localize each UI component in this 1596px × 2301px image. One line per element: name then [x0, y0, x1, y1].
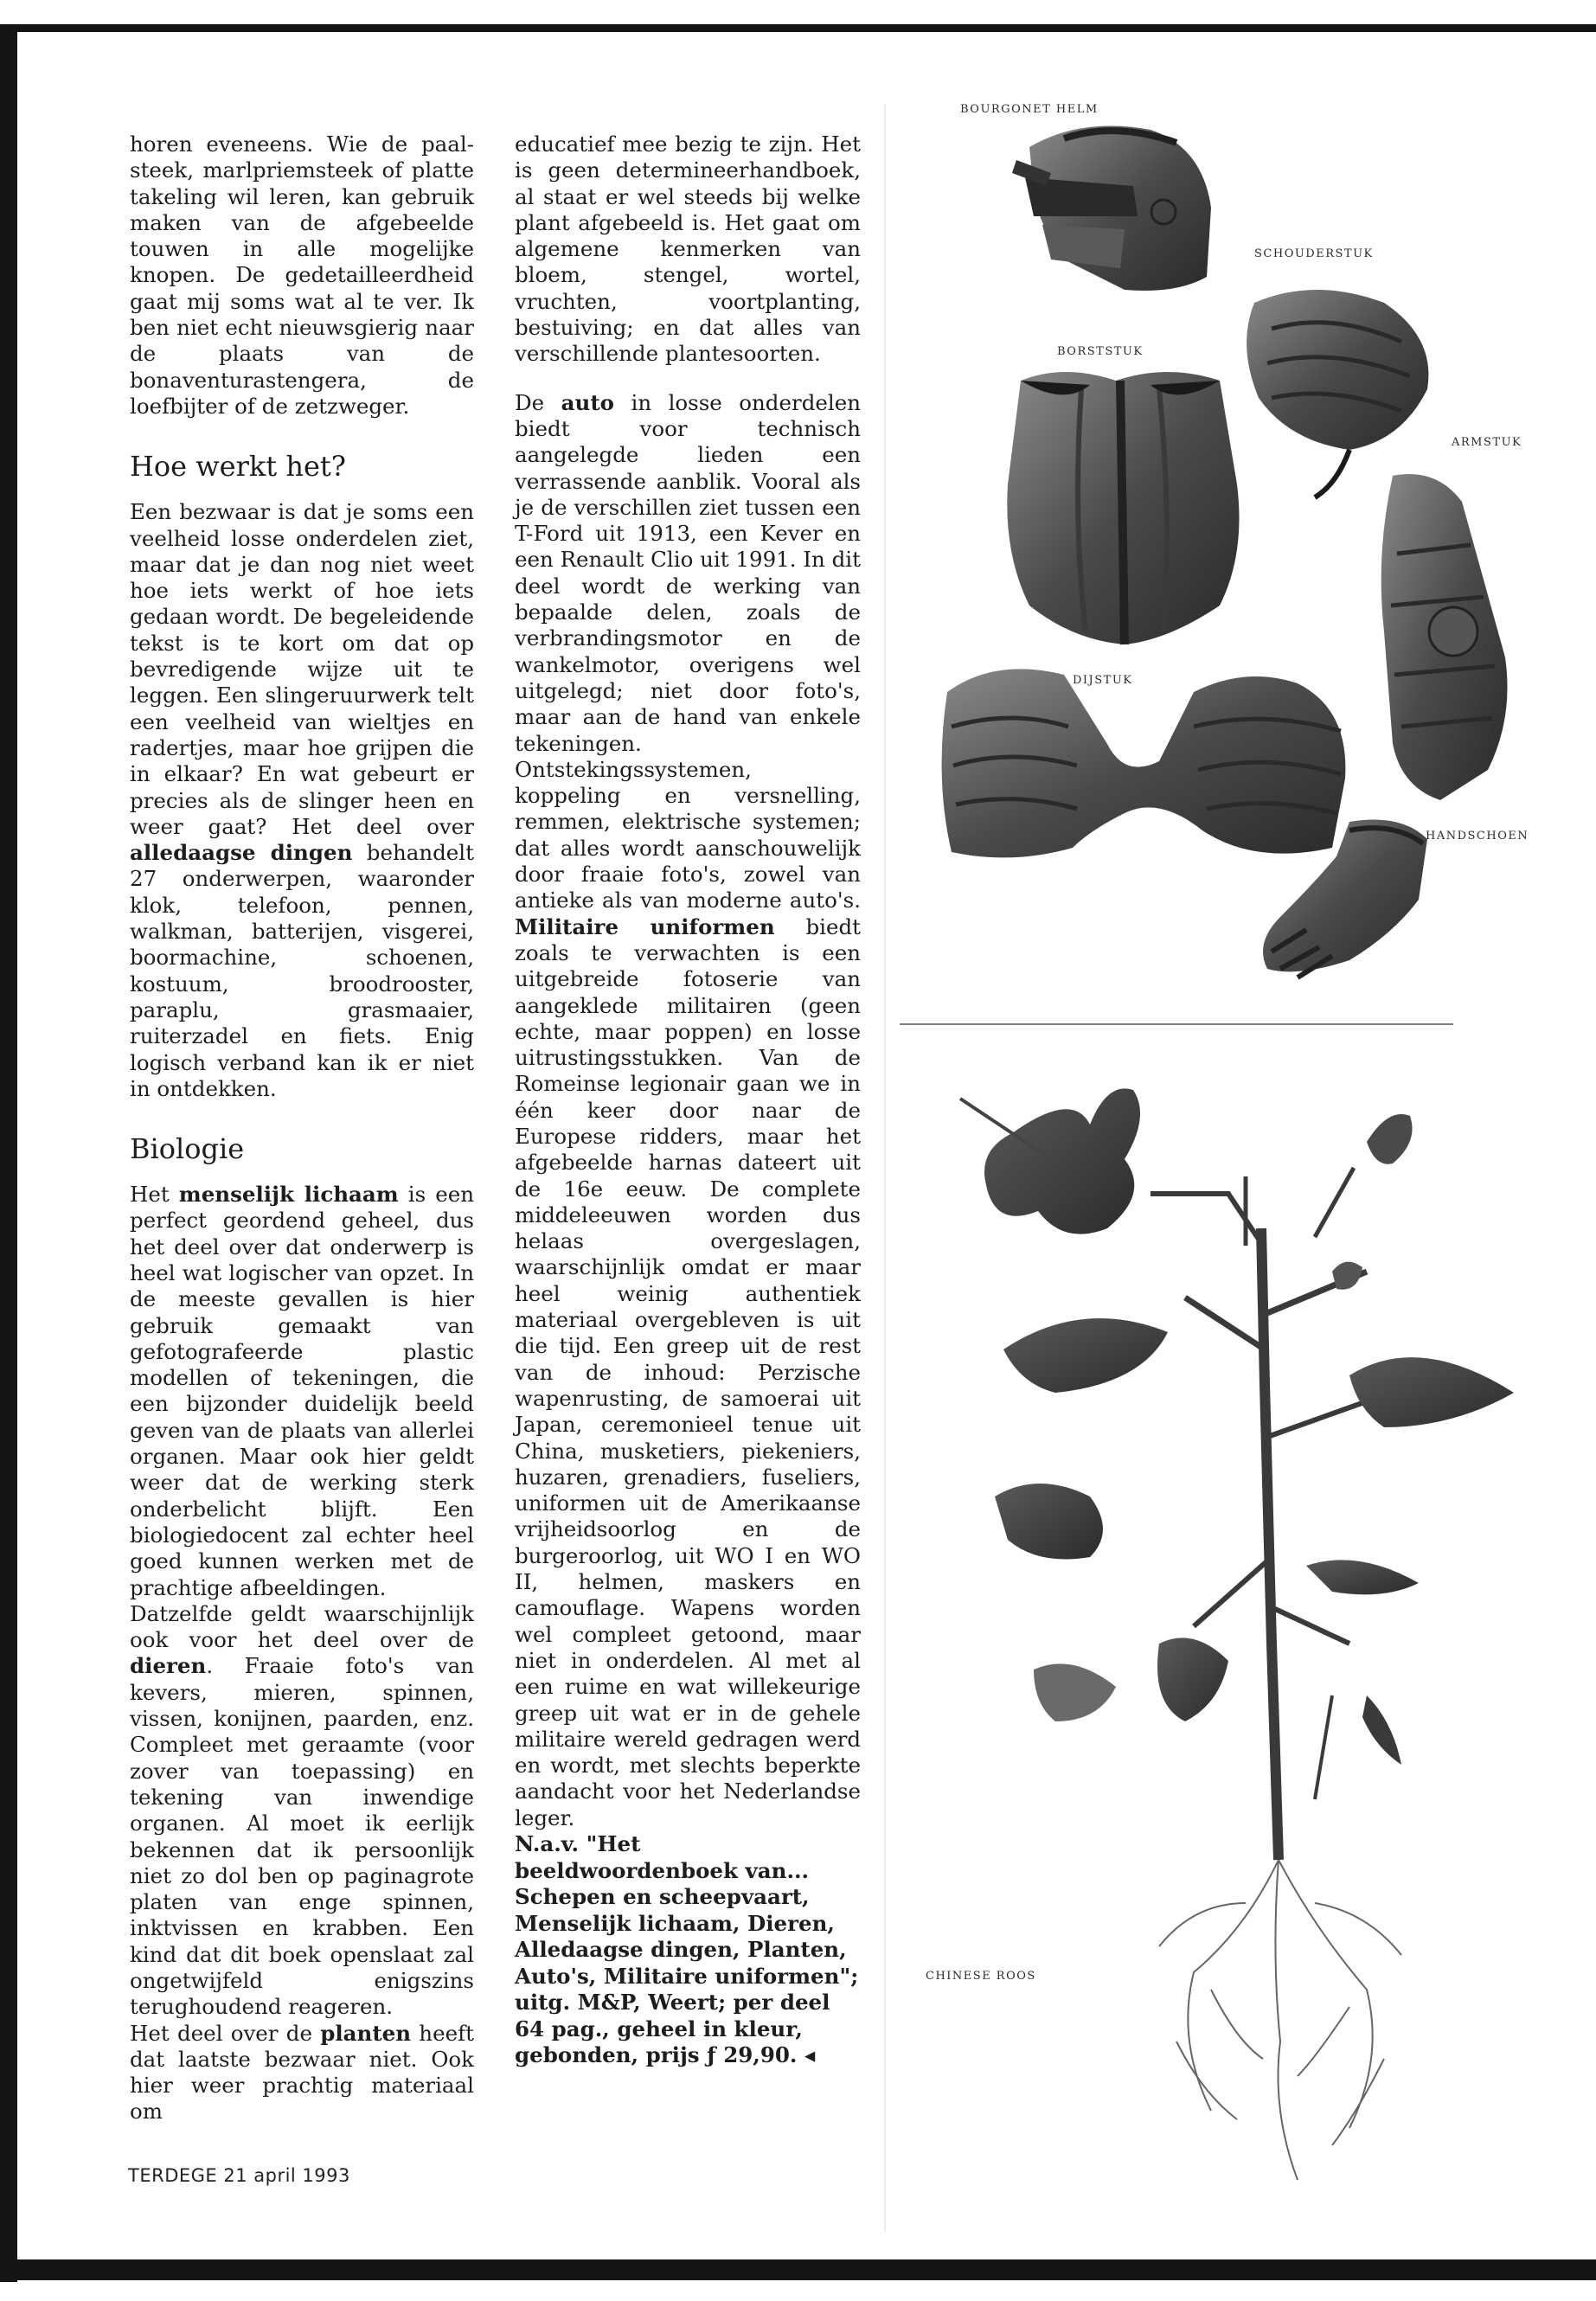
plant-label: CHINESE ROOS: [926, 1970, 1036, 1983]
breastplate-image: [1007, 372, 1239, 644]
rose-bud-image: [1332, 1262, 1362, 1290]
plant-branch: [1185, 1298, 1265, 1349]
paragraph: Het menselijk lichaam is een perfect geordend geheel, dus het deel over dat onderwerp is heel wat logischer van opzet. In de meeste gevallen is hier gebruik gemaakt van gefotografeerde plastic modellen of tekeningen, die een bijzonder duidelijk beeld geven van de plaats van allerlei organen. Maar ook hier geldt weer dat de werking sterk onderbelicht blijft. Een biologiedocent zal echter heel goed kunnen werken met de prachtige afbeeldingen.: [130, 1182, 474, 1600]
paragraph: Een bezwaar is dat je soms een veelheid losse onderdelen ziet, maar dat je dan nog niet weet hoe iets werkt of hoe iets gedaan wordt. De begeleidende tekst is te kort om dat op bevredigende wijze uit te leggen. Een slingeruurwerk telt een veelheid van wieltjes en radertjes, maar hoe grijpen die in elkaar? En wat gebeurt er precies als de slinger heen en weer gaat? Het deel over alledaagse dingen behandelt 27 onderwerpen, waaronder klok, telefoon, pennen, walkman, batterijen, visgerei, boormachine, schoenen, kostuum, broodrooster, paraplu, grasmaaier, ruiterzadel en fiets. Enig logisch verband kan ik er niet in ontdekken.: [130, 499, 474, 1101]
leaf-image: [1003, 1318, 1168, 1393]
armor-label-shoulder: SCHOUDERSTUK: [1254, 247, 1374, 260]
armor-label-gloves: HANDSCHOEN: [1426, 830, 1529, 843]
leaf-image: [995, 1484, 1103, 1560]
leaf-image: [1349, 1357, 1514, 1427]
plant-branch: [1270, 1401, 1367, 1436]
section-heading-biology: Biologie: [130, 1132, 245, 1166]
book-credit: N.a.v. "Het beeldwoordenboek van... Schepen en scheepvaart, Menselijk lichaam, Dieren, Alledaagse dingen, Planten, Auto's, Militaire uniformen"; uitg. M&P, Weert; per deel 64 pag., geheel in kleur, gebonden, prijs ƒ 29,90. ◂: [515, 1831, 859, 2067]
armor-label-breast: BORSTSTUK: [1057, 345, 1144, 358]
section-heading-how-it-works: Hoe werkt het?: [130, 450, 346, 484]
leaf-image: [1034, 1663, 1116, 1721]
leaf-image: [1362, 1695, 1401, 1765]
tasset-image: [942, 669, 1346, 857]
armor-illustration: [942, 103, 1529, 977]
leaf-image: [1306, 1560, 1419, 1594]
page-footer: TERDEGE 21 april 1993: [128, 2165, 350, 2186]
armor-label-arm: ARMSTUK: [1452, 436, 1522, 449]
plant-branch: [1194, 1557, 1272, 1626]
rose-flower-image: [984, 1088, 1140, 1234]
leaf-image: [1157, 1638, 1228, 1721]
paragraph: educatief mee bezig te zijn. Het is geen determineerhandboek, al staat er wel steeds bij welke plant afgebeeld is. Het gaat om algemene kenmerken van bloem, stengel, wortel, vruchten, voortplanting, bestuiving; en dat alles van verschillende plantesoorten.: [515, 131, 861, 367]
helmet-image: [1012, 126, 1211, 292]
plant-branch: [1315, 1168, 1354, 1237]
shoulder-image: [1247, 290, 1428, 497]
plant-branch: [1315, 1695, 1332, 1799]
plant-roots: [1159, 1860, 1401, 2180]
armor-label-helmet: BOURGONET HELM: [960, 103, 1099, 116]
armpiece-image: [1381, 474, 1508, 800]
paragraph: De auto in losse onderdelen biedt voor technisch aangelegde lieden een verrassende aanblik. Vooral als je de verschillen ziet tussen een T-Ford uit 1913, een Kever en een Renault Clio uit 1991. In dit deel wordt de werking van bepaalde delen, zoals de verbrandingsmotor en de wankelmotor, overigens wel uitgelegd; niet door foto's, maar aan de hand van enkele tekeningen. Ontstekingssystemen, koppeling en versnelling, remmen, elektrische systemen; dat alles wordt aanschouwelijk door fraaie foto's, zowel van antieke als van moderne auto's. Militaire uniformen biedt zoals te verwachten is een uitgebreide fotoserie van aangeklede militairen (geen echte, maar poppen) en losse uitrustingsstukken. Van de Romeinse legionair gaan we in één keer door naar de Europese ridders, maar het afgebeelde harnas dateert uit de 16e eeuw. De complete middeleeuwen worden dus helaas overgeslagen, waarschijnlijk omdat er maar heel weinig authentiek materiaal overgebleven is uit die tijd. Een greep uit de rest van de inhoud: Perzische wapenrusting, de samoerai uit Japan, ceremonieel tenue uit China, musketiers, piekeniers, huzaren, grenadiers, fuseliers, uniformen uit de Amerikaanse vrijheidsoorlog en de burgeroorlog, uit WO I en WO II, helmen, maskers en camouflage. Wapens worden wel compleet getoond, maar niet in onderdelen. Al met al een ruime en wat willekeurige greep uit wat er in de gehele militaire wereld gedragen werd en wordt, met slechts beperkte aandacht voor het Nederlandse leger.: [515, 389, 861, 1830]
plant-illustration: [926, 1088, 1514, 2180]
rose-bud-image: [1367, 1114, 1413, 1164]
plant-stem: [1261, 1228, 1279, 1860]
plant-branch: [1275, 1609, 1349, 1644]
paragraph: Datzelfde geldt waarschijnlijk ook voor het deel over de dieren. Fraaie foto's van kevers, mieren, spinnen, vissen, konijnen, paarden, enz. Compleet met geraamte (voor zover van toepassing) en tekening van inwendige organen. Al moet ik eerlijk bekennen dat ik persoonlijk niet zo dol ben op paginagrote platen van enge spinnen, inktvissen en krabben. Een kind dat dit boek openslaat zal ongetwijfeld enigszins terughoudend reageren.: [130, 1600, 474, 2020]
armor-label-thigh: DIJSTUK: [1073, 674, 1133, 687]
paragraph: horen eveneens. Wie de paal-steek, marlpriemsteek of platte takeling wil leren, kan gebruik maken van de afgebeelde touwen in alle mogelijke knopen. De gedetailleerdheid gaat mij soms wat al te ver. Ik ben niet echt nieuwsgierig naar de plaats van de bonaventurastengera, de loefbijter of de zetzweger.: [130, 131, 474, 419]
paragraph: Het deel over de planten heeft dat laatste bezwaar niet. Ook hier weer prachtig materiaal om: [130, 2020, 474, 2125]
